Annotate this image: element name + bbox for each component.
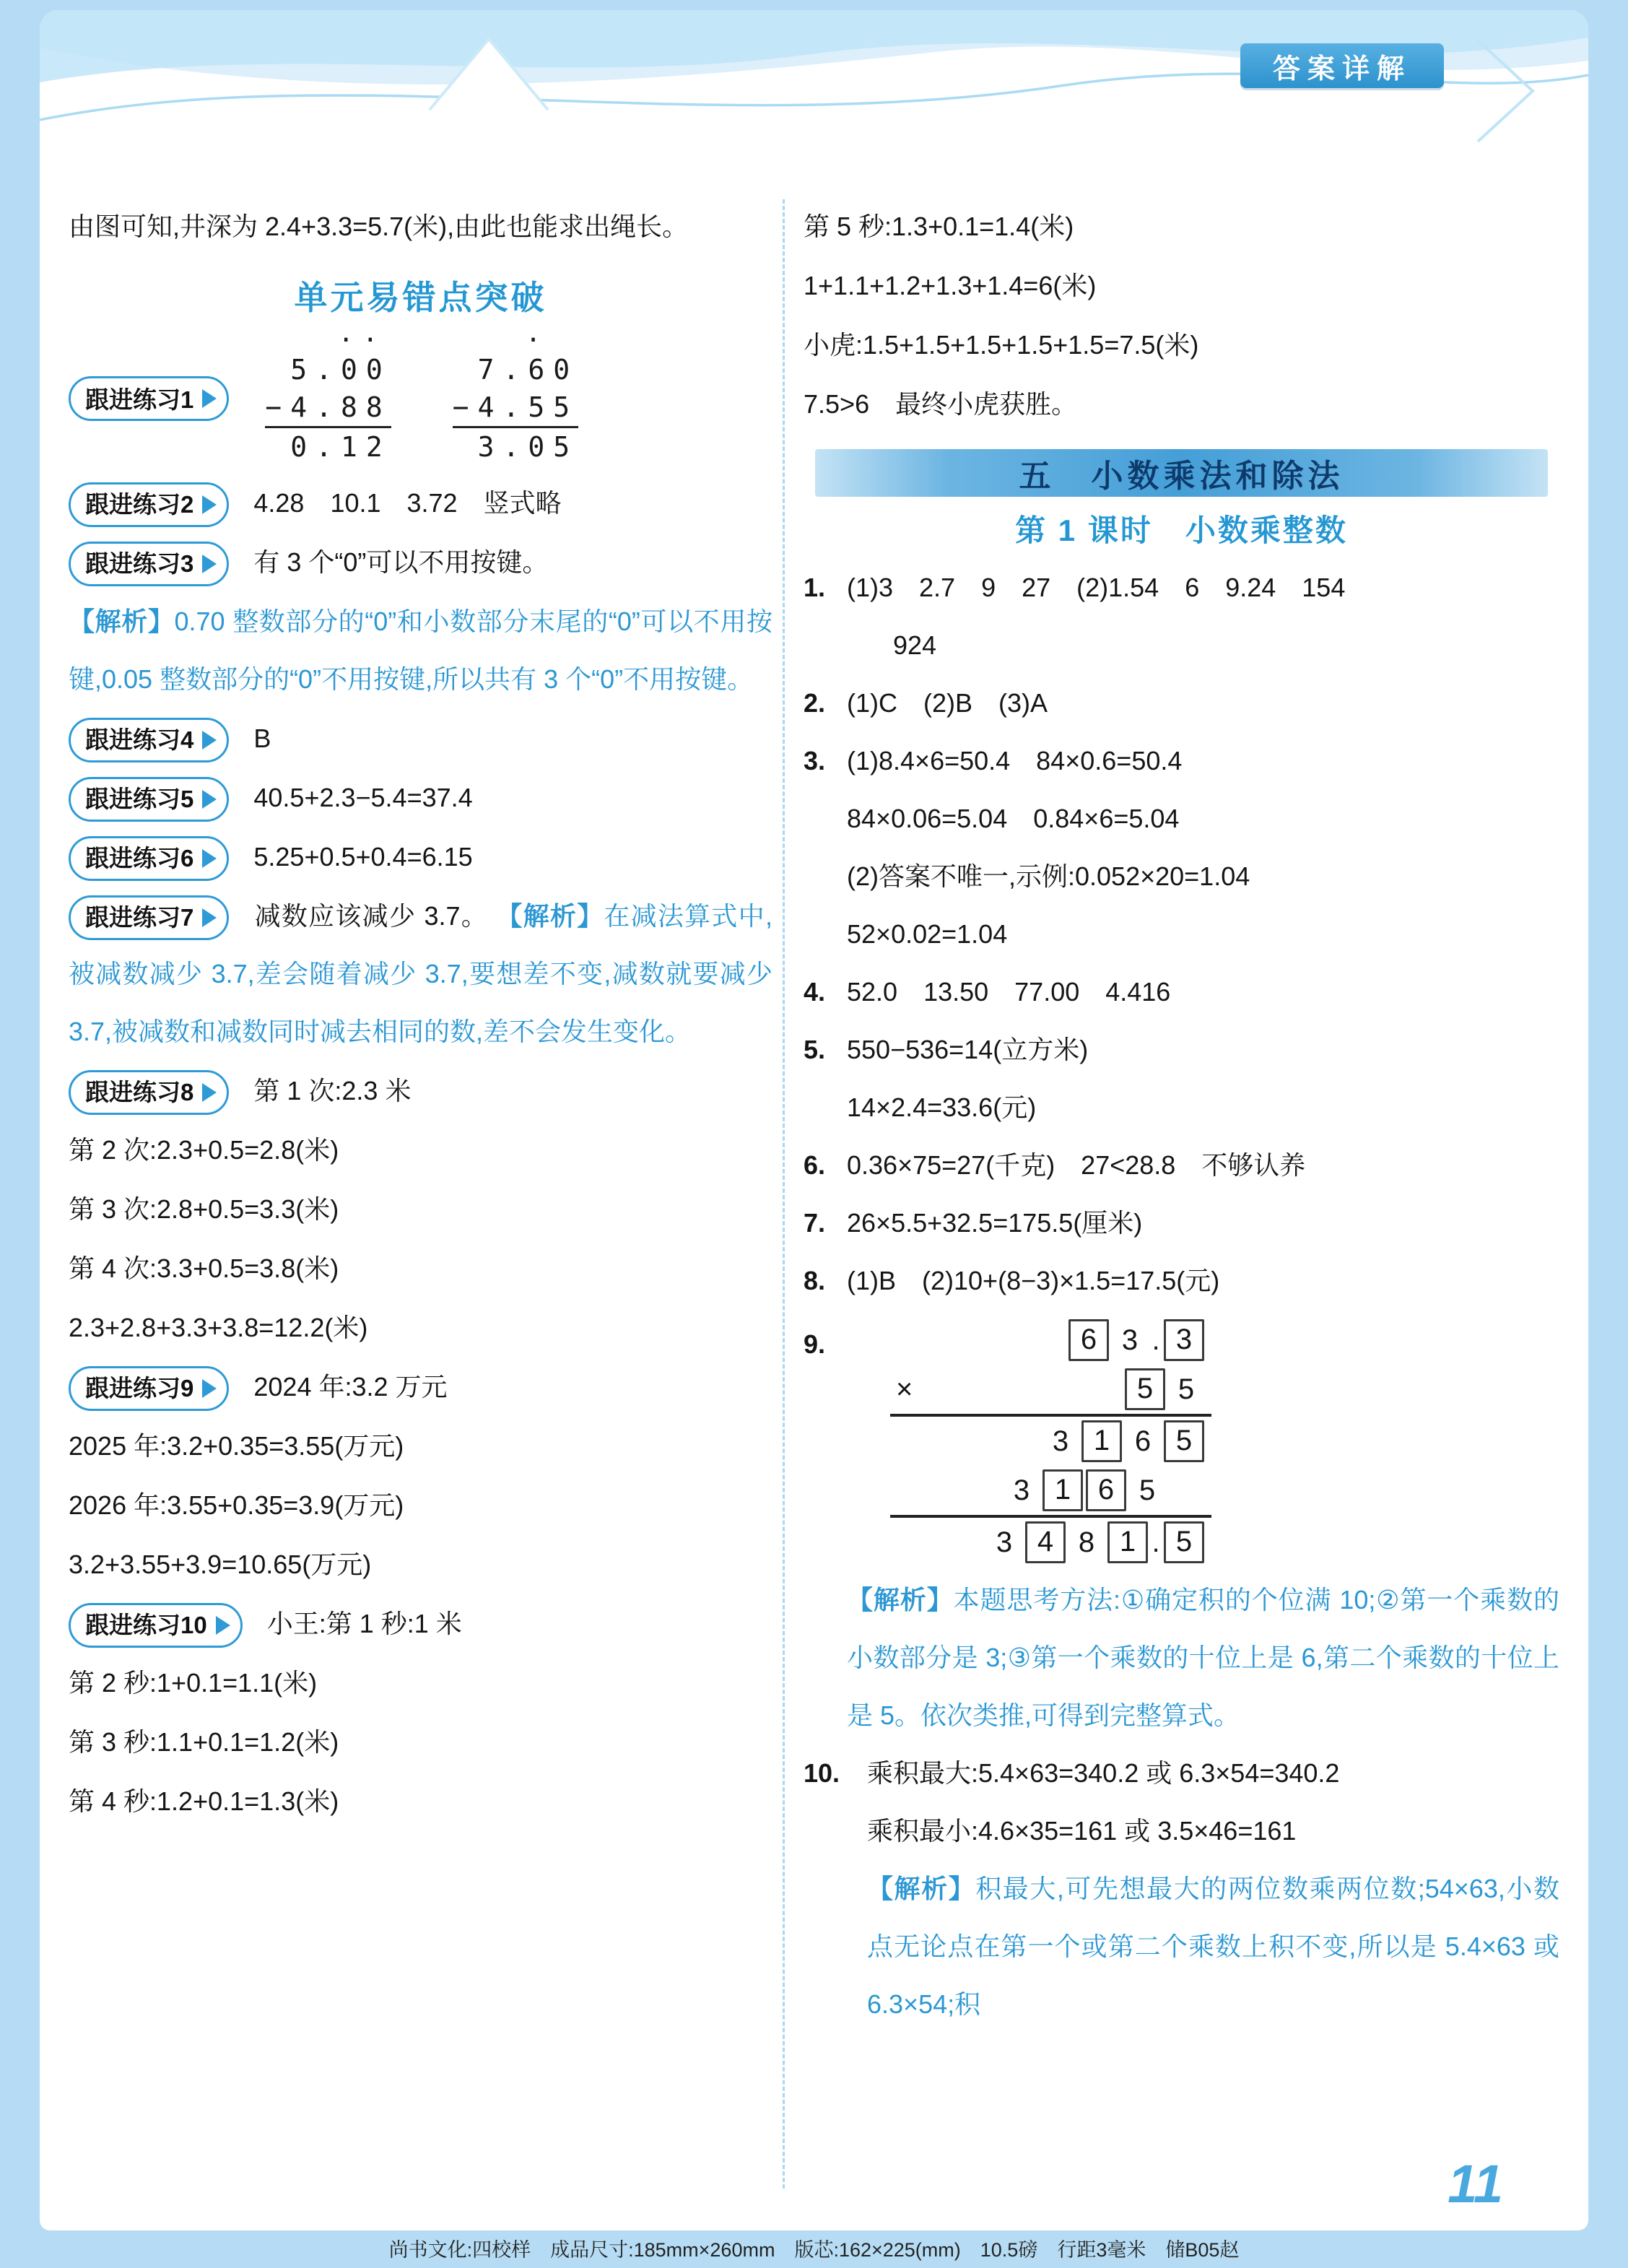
arrow-right-icon xyxy=(202,731,217,750)
boxed-digit: 5 xyxy=(1125,1368,1165,1410)
exercise-5-label: 跟进练习5 xyxy=(85,786,194,813)
answer-item-6 xyxy=(804,1137,1559,1194)
answer-line: (1)3 2.7 9 27 (2)1.54 6 9.24 154 xyxy=(847,573,1346,602)
exercise-9-answer: 2024 年:3.2 万元 xyxy=(253,1372,448,1402)
multiplication-row xyxy=(890,1466,1211,1518)
answer-line: 乘积最大:5.4×63=340.2 或 6.3×54=340.2 xyxy=(867,1758,1340,1788)
borrow-dots: ·· xyxy=(265,326,387,355)
digit: 5 xyxy=(1139,1474,1156,1506)
exercise-10-line: 第 4 秒:1.2+0.1=1.3(米) xyxy=(69,1786,339,1816)
digit: . xyxy=(1152,1324,1160,1356)
exercise-10-line: 第 2 秒:1+0.1=1.1(米) xyxy=(69,1668,318,1698)
answer-line: 924 xyxy=(893,630,937,660)
exercise-10-pill xyxy=(69,1603,243,1648)
continuation-line: 1+1.1+1.2+1.3+1.4=6(米) xyxy=(804,271,1097,300)
borrow-dots: · xyxy=(452,326,575,355)
exercise-7 xyxy=(69,887,772,1061)
boxed-digit: 6 xyxy=(1086,1469,1126,1511)
multiply-sign: × xyxy=(896,1373,913,1405)
exercise-9 xyxy=(69,1358,772,1416)
exercise-1-pill xyxy=(69,376,229,421)
answer-key-badge xyxy=(1240,43,1444,88)
header-wave-decoration xyxy=(40,10,1588,194)
boxed-digit: 1 xyxy=(1107,1521,1148,1563)
answer-line: 52.0 13.50 77.00 4.416 xyxy=(847,977,1171,1007)
answer-line: (2)答案不唯一,示例:0.052×20=1.04 xyxy=(847,861,1250,891)
minuend: 7.60 xyxy=(452,354,579,386)
item-number: 5. xyxy=(804,1035,826,1064)
exercise-2-pill xyxy=(69,482,229,527)
column-divider xyxy=(783,199,785,2189)
digit: 5 xyxy=(1178,1373,1195,1405)
answer-line: 550−536=14(立方米) xyxy=(847,1035,1089,1064)
answer-line: 26×5.5+32.5=175.5(厘米) xyxy=(847,1208,1143,1238)
answer-item-2 xyxy=(804,674,1559,732)
arrow-right-icon xyxy=(202,908,217,927)
exercise-10-answer: 小王:第 1 秒:1 米 xyxy=(266,1609,462,1638)
subtrahend: −4.88 xyxy=(265,391,391,423)
answer-item-4 xyxy=(804,963,1559,1021)
answer-item-3 xyxy=(804,732,1559,963)
item-number: 8. xyxy=(804,1266,826,1295)
item-number: 4. xyxy=(804,977,826,1007)
analysis-marker: 【解析】 xyxy=(867,1874,976,1903)
continuation-line: 小虎:1.5+1.5+1.5+1.5+1.5=7.5(米) xyxy=(804,330,1199,360)
exercise-5 xyxy=(69,769,772,827)
exercise-10 xyxy=(69,1595,772,1653)
multiplication-row xyxy=(890,1316,1211,1365)
answer-line: 52×0.02=1.04 xyxy=(847,919,1008,949)
exercise-8-answer: 第 1 次:2.3 米 xyxy=(253,1076,412,1105)
exercise-3-label: 跟进练习3 xyxy=(85,550,194,578)
arrow-right-icon xyxy=(202,849,217,868)
exercise-10-label: 跟进练习10 xyxy=(85,1612,207,1639)
exercise-2 xyxy=(69,474,772,532)
minuend: 5.00 xyxy=(265,354,391,386)
lesson-title: 第 1 课时 小数乘整数 xyxy=(1015,513,1348,547)
continuation-line: 第 5 秒:1.3+0.1=1.4(米) xyxy=(804,212,1074,241)
arrow-right-icon xyxy=(202,790,217,809)
arrow-right-icon xyxy=(202,1083,217,1102)
arrow-right-icon xyxy=(202,389,217,408)
continuation-line: 7.5>6 最终小虎获胜。 xyxy=(804,389,1078,419)
exercise-3-pill xyxy=(69,542,229,586)
exercise-5-pill xyxy=(69,777,229,822)
analysis-text: 本题思考方法:①确定积的个位满 10;②第一个乘数的小数部分是 3;③第一个乘数的十位上是 6,第二个乘数的十位上是 5。依次类推,可得到完整算式。 xyxy=(847,1585,1559,1730)
left-column xyxy=(69,196,772,2189)
exercise-8-pill xyxy=(69,1070,229,1115)
answer-line: 0.36×75=27(千克) 27<28.8 不够认养 xyxy=(847,1150,1306,1180)
exercise-1 xyxy=(69,326,772,466)
exercise-6 xyxy=(69,828,772,886)
exercise-8-line: 第 3 次:2.8+0.5=3.3(米) xyxy=(69,1194,339,1224)
content-panel xyxy=(40,10,1588,2230)
answer-item-5 xyxy=(804,1021,1559,1137)
two-column-content xyxy=(69,196,1559,2189)
unit-banner xyxy=(815,449,1549,497)
boxed-digit: 1 xyxy=(1081,1420,1122,1462)
analysis-marker: 【解析】 xyxy=(847,1585,954,1615)
exercise-6-answer: 5.25+0.5+0.4=6.15 xyxy=(253,842,473,872)
exercise-4-pill xyxy=(69,718,229,762)
vertical-subtractions xyxy=(265,326,579,466)
exercise-7-pill xyxy=(69,895,229,940)
exercise-4 xyxy=(69,710,772,768)
analysis-text: 0.70 整数部分的“0”和小数部分末尾的“0”可以不用按键,0.05 整数部分的“0”不用按键,所以共有 3 个“0”不用按键。 xyxy=(69,607,772,694)
answer-item-9 xyxy=(804,1316,1559,1745)
analysis-marker: 【解析】 xyxy=(69,607,175,636)
exercise-3-answer: 有 3 个“0”可以不用按键。 xyxy=(253,547,549,577)
digit: 3 xyxy=(1121,1324,1139,1356)
exercise-3 xyxy=(69,534,772,591)
answer-line: (1)B (2)10+(8−3)×1.5=17.5(元) xyxy=(847,1266,1220,1295)
exercise-3-analysis xyxy=(69,593,772,708)
difference: 0.12 xyxy=(265,426,391,466)
exercise-2-label: 跟进练习2 xyxy=(85,491,194,518)
exercise-9-line: 3.2+3.55+3.9=10.65(万元) xyxy=(69,1550,372,1579)
item-number: 9. xyxy=(804,1329,826,1359)
answer-line: 84×0.06=5.04 0.84×6=5.04 xyxy=(847,804,1180,833)
multiplication-row xyxy=(890,1417,1211,1466)
item-number: 1. xyxy=(804,573,826,602)
digit: . xyxy=(1152,1526,1160,1558)
answer-line: 14×2.4=33.6(元) xyxy=(847,1092,1037,1122)
boxed-digit: 5 xyxy=(1164,1521,1204,1563)
right-column xyxy=(804,196,1559,2189)
analysis-marker: 【解析】 xyxy=(496,901,604,931)
multiplication-row xyxy=(890,1365,1211,1417)
exercise-9-label: 跟进练习9 xyxy=(85,1375,194,1402)
item-number: 10. xyxy=(804,1758,840,1788)
exercise-6-label: 跟进练习6 xyxy=(85,845,194,872)
exercise-5-answer: 40.5+2.3−5.4=37.4 xyxy=(253,783,473,812)
answer-line: 乘积最小:4.6×35=161 或 3.5×46=161 xyxy=(867,1816,1297,1846)
exercise-8-line: 第 2 次:2.3+0.5=2.8(米) xyxy=(69,1135,339,1165)
section-title: 单元易错点突破 xyxy=(294,279,547,316)
analysis-text: 在减法算式中,被减数减少 3.7,差会随着减少 3.7,要想差不变,减数就要减少 3.7,被减数和减数同时减去相同的数,差不会发生变化。 xyxy=(69,901,772,1046)
digit: 3 xyxy=(1052,1425,1069,1457)
item-number: 7. xyxy=(804,1208,826,1238)
answer-item-8 xyxy=(804,1252,1559,1310)
exercise-9-line: 2025 年:3.2+0.35=3.55(万元) xyxy=(69,1431,404,1461)
exercise-6-pill xyxy=(69,836,229,881)
exercise-8-line: 2.3+2.8+3.3+3.8=12.2(米) xyxy=(69,1313,368,1342)
exercise-9-pill xyxy=(69,1366,229,1411)
unit-banner-title: 五 小数乘法和除法 xyxy=(1019,459,1344,494)
boxed-digit: 5 xyxy=(1164,1420,1204,1462)
exercise-1-label: 跟进练习1 xyxy=(85,386,194,413)
item-number: 2. xyxy=(804,688,826,718)
arrow-right-icon xyxy=(202,555,217,573)
answer-line: (1)C (2)B (3)A xyxy=(847,688,1048,718)
item-number: 3. xyxy=(804,746,826,775)
answer-item-10-analysis xyxy=(867,1860,1559,2033)
vertical-multiplication xyxy=(890,1316,1211,1567)
digit xyxy=(1167,1469,1206,1511)
arrow-right-icon xyxy=(202,495,217,514)
vertical-subtraction-1 xyxy=(265,326,391,466)
arrow-right-icon xyxy=(202,1379,217,1398)
exercise-4-answer: B xyxy=(253,724,271,753)
exercise-2-answer: 4.28 10.1 3.72 竖式略 xyxy=(253,488,562,518)
print-footer: 尚书文化:四校样 成品尺寸:185mm×260mm 版芯:162×225(mm) 10.5磅 行距3毫米 储B05赵 xyxy=(388,2239,1240,2261)
digit: 8 xyxy=(1078,1526,1095,1558)
exercise-8-label: 跟进练习8 xyxy=(85,1079,194,1106)
difference: 3.05 xyxy=(453,426,578,466)
page-number: 11 xyxy=(1448,2154,1503,2214)
exercise-9-line: 2026 年:3.55+0.35=3.9(万元) xyxy=(69,1490,404,1520)
boxed-digit: 6 xyxy=(1068,1319,1109,1361)
answer-item-10 xyxy=(804,1745,1559,2033)
vertical-subtraction-2 xyxy=(452,326,579,466)
answer-line: (1)8.4×6=50.4 84×0.6=50.4 xyxy=(847,746,1183,775)
answer-item-1 xyxy=(804,559,1559,674)
boxed-digit: 1 xyxy=(1042,1469,1083,1511)
analysis-text: 积最大,可先想最大的两位数乘两位数;54×63,小数点无论点在第一个或第二个乘数上积不变,所以是 5.4×63 或 6.3×54;积 xyxy=(867,1874,1559,2019)
arrow-right-icon xyxy=(216,1616,230,1635)
exercise-7-label: 跟进练习7 xyxy=(85,904,194,931)
exercise-8-line: 第 4 次:3.3+0.5=3.8(米) xyxy=(69,1254,339,1283)
boxed-digit: 4 xyxy=(1025,1521,1066,1563)
exercise-10-line: 第 3 秒:1.1+0.1=1.2(米) xyxy=(69,1727,339,1757)
answer-item-9-analysis xyxy=(847,1571,1559,1745)
answer-key-badge-label: 答案详解 xyxy=(1272,53,1411,84)
digit: 6 xyxy=(1134,1425,1152,1457)
multiplication-row xyxy=(890,1518,1211,1567)
digit: 3 xyxy=(1013,1474,1030,1506)
digit: 3 xyxy=(996,1526,1013,1558)
exercise-4-label: 跟进练习4 xyxy=(85,726,194,754)
carryover-paragraph: 由图可知,井深为 2.4+3.3=5.7(米),由此也能求出绳长。 xyxy=(69,212,689,241)
item-number: 6. xyxy=(804,1150,826,1180)
exercise-7-answer: 减数应该减少 3.7。 xyxy=(254,901,489,931)
boxed-digit: 3 xyxy=(1164,1319,1204,1361)
exercise-8 xyxy=(69,1062,772,1120)
subtrahend: −4.55 xyxy=(452,391,579,423)
answer-item-7 xyxy=(804,1194,1559,1252)
